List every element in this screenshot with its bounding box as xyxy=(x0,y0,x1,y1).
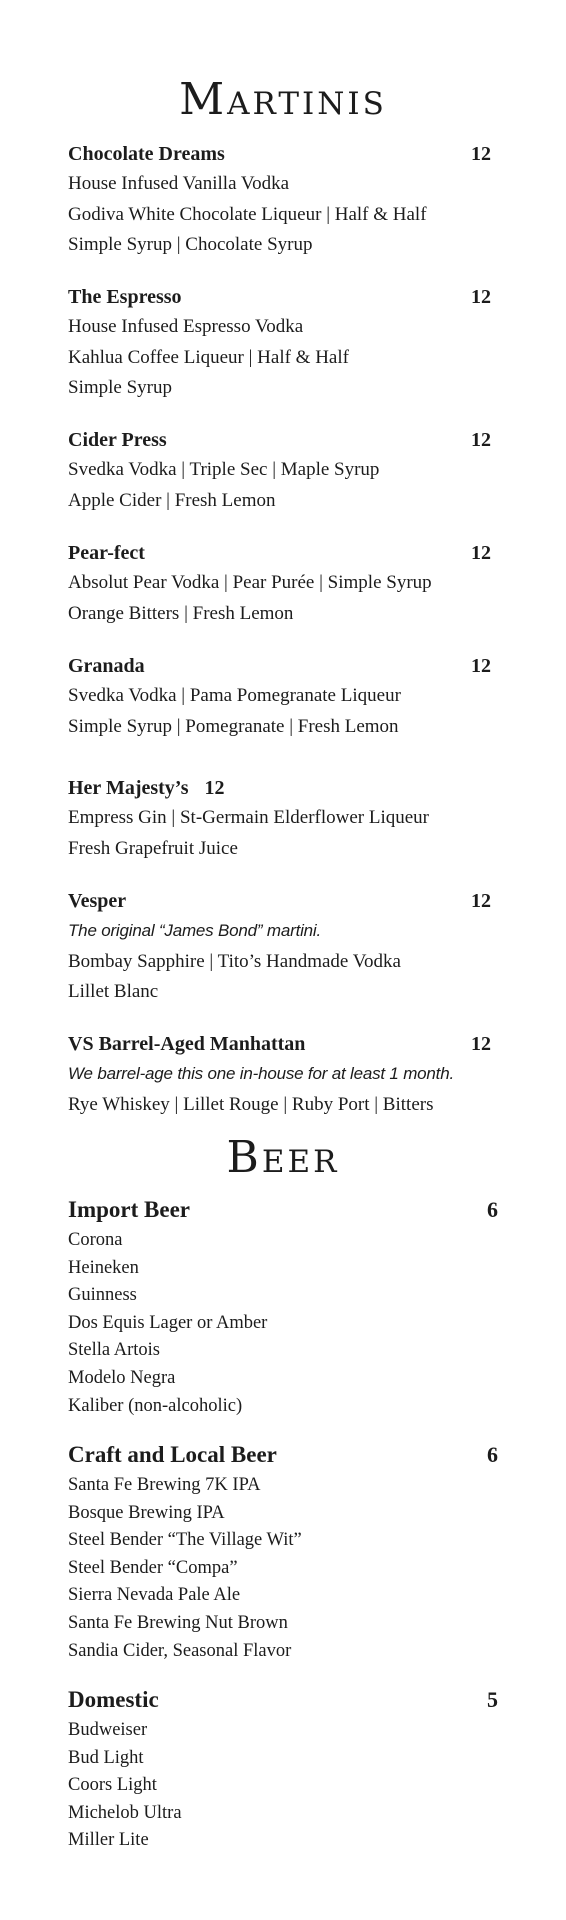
martini-item xyxy=(68,773,498,864)
item-name: Pear-fect xyxy=(68,542,145,564)
item-ingredients: House Infused Espresso Vodka xyxy=(68,316,304,337)
martini-item xyxy=(68,425,498,516)
beer-group-price: 6 xyxy=(487,1197,498,1222)
beer-item: Miller Lite xyxy=(68,1830,149,1851)
item-name: Cider Press xyxy=(68,429,167,451)
beer-group-price: 6 xyxy=(487,1442,498,1467)
beer-item: Budweiser xyxy=(68,1720,148,1740)
beer-item: Sandia Cider, Seasonal Flavor xyxy=(68,1640,292,1661)
beer-item: Sierra Nevada Pale Ale xyxy=(68,1585,241,1606)
item-description: The original “James Bond” martini. xyxy=(68,921,322,940)
beer-item: Heineken xyxy=(68,1257,139,1278)
item-name: The Espresso xyxy=(68,286,182,308)
beer-group xyxy=(68,1683,498,1855)
martini-item xyxy=(68,139,498,261)
section-title-martinis: Martinis xyxy=(179,74,387,125)
beer-item: Bosque Brewing IPA xyxy=(68,1502,225,1523)
item-ingredients: Fresh Grapefruit Juice xyxy=(68,837,238,859)
martini-item xyxy=(68,538,498,629)
item-price: 12 xyxy=(204,777,225,799)
item-ingredients: Orange Bitters | Fresh Lemon xyxy=(68,602,294,624)
martini-item xyxy=(68,651,498,742)
item-name: Granada xyxy=(68,655,145,677)
item-price: 12 xyxy=(471,143,491,165)
item-price: 12 xyxy=(471,429,491,451)
item-price: 12 xyxy=(471,890,491,912)
item-ingredients: Simple Syrup | Chocolate Syrup xyxy=(68,234,313,255)
item-description: We barrel-age this one in-house for at least 1 month. xyxy=(68,1064,454,1083)
beer-group-price: 5 xyxy=(487,1687,498,1712)
item-ingredients: Lillet Blanc xyxy=(68,981,159,1002)
section-title-beer: Beer xyxy=(226,1132,340,1183)
beer-group xyxy=(68,1438,498,1665)
martini-item xyxy=(68,886,498,1008)
item-ingredients: Absolut Pear Vodka | Pear Purée | Simple Syrup xyxy=(68,572,432,593)
beer-item: Modelo Negra xyxy=(68,1367,176,1388)
item-price: 12 xyxy=(471,542,491,564)
item-ingredients: Rye Whiskey | Lillet Rouge | Ruby Port | Bitters xyxy=(68,1093,434,1115)
beer-item: Dos Equis Lager or Amber xyxy=(68,1312,268,1333)
beer-group xyxy=(68,1193,498,1420)
beer-group-name: Import Beer xyxy=(68,1197,190,1222)
beer-item: Bud Light xyxy=(68,1747,144,1768)
beer-item: Steel Bender “The Village Wit” xyxy=(68,1530,302,1551)
martini-item xyxy=(68,1029,498,1120)
martini-item xyxy=(68,282,498,404)
beer-item: Coors Light xyxy=(68,1775,157,1796)
item-ingredients: Empress Gin | St-Germain Elderflower Liqueur xyxy=(68,807,430,828)
item-ingredients: Bombay Sapphire | Tito’s Handmade Vodka xyxy=(68,950,401,972)
beer-item: Stella Artois xyxy=(68,1340,160,1361)
item-name-row xyxy=(68,773,498,803)
beer-item: Kaliber (non-alcoholic) xyxy=(68,1395,243,1416)
item-ingredients: Svedka Vodka | Pama Pomegranate Liqueur xyxy=(68,685,401,706)
item-name: Her Majesty’s xyxy=(68,777,189,799)
item-ingredients: Svedka Vodka | Triple Sec | Maple Syrup xyxy=(68,459,380,480)
beer-item: Steel Bender “Compa” xyxy=(68,1557,238,1578)
beer-item: Guinness xyxy=(68,1285,137,1306)
beer-group-name: Domestic xyxy=(68,1687,159,1712)
item-name: Chocolate Dreams xyxy=(68,143,225,165)
item-ingredients: Godiva White Chocolate Liqueur | Half & Half xyxy=(68,203,427,225)
item-ingredients: Apple Cider | Fresh Lemon xyxy=(68,489,276,511)
beer-item: Santa Fe Brewing 7K IPA xyxy=(68,1475,261,1495)
item-price: 12 xyxy=(471,655,491,677)
item-name: VS Barrel-Aged Manhattan xyxy=(68,1033,306,1055)
item-price: 12 xyxy=(471,286,491,308)
beer-item: Michelob Ultra xyxy=(68,1802,182,1823)
item-name: Vesper xyxy=(68,890,127,912)
item-price: 12 xyxy=(471,1033,491,1055)
item-ingredients: House Infused Vanilla Vodka xyxy=(68,173,290,194)
item-ingredients: Simple Syrup | Pomegranate | Fresh Lemon xyxy=(68,715,399,737)
item-ingredients: Kahlua Coffee Liqueur | Half & Half xyxy=(68,346,349,368)
beer-group-name: Craft and Local Beer xyxy=(68,1442,277,1467)
beer-item: Corona xyxy=(68,1230,123,1250)
item-ingredients: Simple Syrup xyxy=(68,377,172,398)
beer-item: Santa Fe Brewing Nut Brown xyxy=(68,1612,288,1633)
